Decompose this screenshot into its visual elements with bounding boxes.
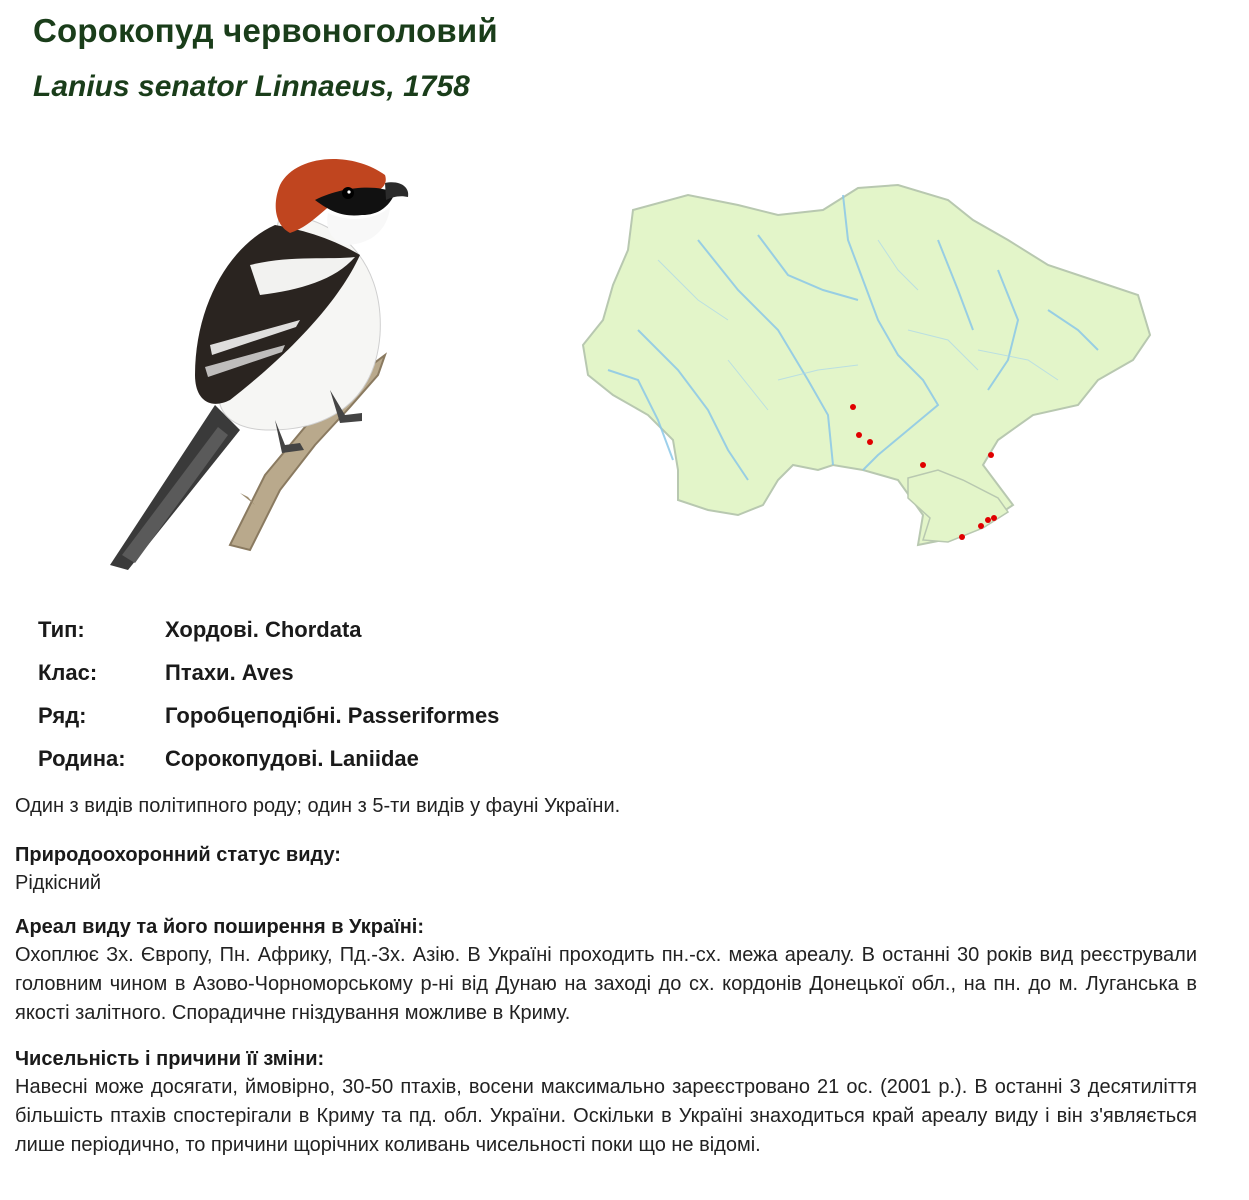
section-range	[15, 913, 1197, 1028]
bird-illustration	[100, 145, 430, 585]
intro-text: Один з видів політипного роду; один з 5-ти видів у фауні України.	[15, 795, 621, 817]
species-title: Сорокопуд червоноголовий	[33, 12, 498, 49]
taxonomy-row-order	[38, 694, 499, 737]
taxonomy-row-type	[38, 608, 499, 651]
section-heading: Природоохоронний статус виду:	[15, 844, 341, 866]
section-heading: Чисельність і причини її зміни:	[15, 1048, 325, 1070]
taxonomy-row-family	[38, 737, 499, 780]
section-heading: Ареал виду та його поширення в Україні:	[15, 916, 424, 938]
section-population	[15, 1045, 1197, 1160]
section-conservation-status	[15, 841, 1197, 898]
taxonomy-value: Хордові. Chordata	[165, 616, 362, 642]
section-text: Охоплює Зх. Європу, Пн. Африку, Пд.-Зх. Азію. В Україні проходить пн.-сх. межа ареалу. В останні 30 років вид реєстрували головним чином в Азово-Чорноморському р-ні від Дунаю на заході до сх. кордонів Донецької обл., на пн. до м. Луганська в якості залітного. Спорадичне гніздування можливе в Криму.	[15, 944, 1197, 1024]
taxonomy-label: Тип:	[38, 616, 85, 642]
section-text: Рідкісний	[15, 872, 102, 894]
taxonomy-label: Клас:	[38, 659, 98, 685]
taxonomy-label: Ряд:	[38, 702, 87, 728]
taxonomy-row-class	[38, 651, 499, 694]
species-latin-name: Lanius senator Linnaeus, 1758	[33, 70, 470, 103]
taxonomy-value: Сорокопудові. Laniidae	[165, 745, 419, 771]
taxonomy-table	[38, 608, 499, 780]
taxonomy-value: Птахи. Aves	[165, 659, 294, 685]
ukraine-map-icon	[578, 180, 1158, 555]
taxonomy-value: Горобцеподібні. Passeriformes	[165, 702, 500, 728]
taxonomy-label: Родина:	[38, 745, 126, 771]
distribution-map	[578, 180, 1158, 555]
shrike-icon	[100, 145, 430, 585]
section-text: Навесні може досягати, ймовірно, 30-50 птахів, восени максимально зареєстровано 21 ос. (2001 р.). В останні 3 десятиліття більшість птахів спостерігали в Криму та пд. обл. України. Оскільки в Україні знаходиться край ареалу виду і він з'являється лише періодично, то причини щорічних коливань чисельності поки що не відомі.	[15, 1076, 1197, 1156]
